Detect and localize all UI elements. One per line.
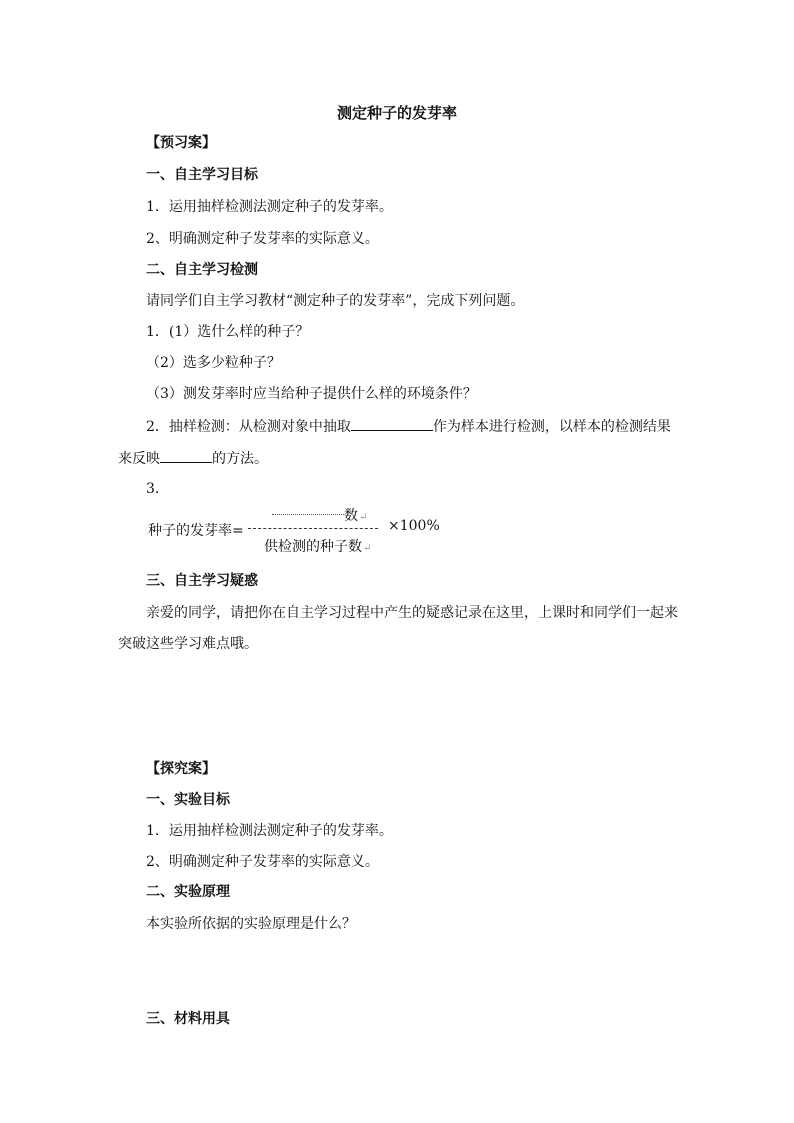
explore-section2-question: 本实验所依据的实验原理是什么？ xyxy=(146,916,356,932)
preview-section3-text-1: 亲爱的同学，请把你在自主学习过程中产生的疑惑记录在这里，上课时和同学们一起来 xyxy=(146,605,678,621)
germination-rate-formula xyxy=(148,506,448,556)
explore-goal-item-2: 2、明确测定种子发芽率的实际意义。 xyxy=(146,854,379,870)
explore-section3-title: 三、材料用具 xyxy=(146,1011,230,1027)
explore-goal-item-1: 1．运用抽样检测法测定种子的发芽率。 xyxy=(146,823,393,839)
preview-section3-text-2: 突破这些学习难点哦。 xyxy=(118,636,258,652)
fill-blank-population[interactable] xyxy=(160,448,212,463)
question-2-line-1 xyxy=(146,416,671,436)
question-2-text-d: 的方法。 xyxy=(212,451,268,467)
return-mark-icon: ↵ xyxy=(359,512,368,523)
explore-section1-title: 一、实验目标 xyxy=(146,792,230,808)
preview-goal-item-2: 2、明确测定种子发芽率的实际意义。 xyxy=(146,231,379,247)
question-2-text-b: 作为样本进行检测，以样本的检测结果 xyxy=(432,419,671,435)
fill-blank-sample[interactable] xyxy=(351,416,433,431)
question-3-label: 3． xyxy=(146,481,169,497)
question-2-line-2 xyxy=(118,448,268,468)
explore-heading: 【探究案】 xyxy=(146,761,216,777)
preview-goal-item-1: 1．运用抽样检测法测定种子的发芽率。 xyxy=(146,199,393,215)
question-2-text-a: 2．抽样检测：从检测对象中抽取 xyxy=(146,419,351,435)
question-1a: 1．(1）选什么样的种子？ xyxy=(146,324,310,340)
formula-denominator: 供检测的种子数↵ xyxy=(264,539,372,555)
document-title: 测定种子的发芽率 xyxy=(336,104,457,122)
preview-section2-intro: 请同学们自主学习教材“测定种子的发芽率”，完成下列问题。 xyxy=(146,293,525,309)
return-mark-icon: ↵ xyxy=(363,543,372,554)
preview-section2-title: 二、自主学习检测 xyxy=(146,262,258,278)
question-1c: （3）测发芽率时应当给种子提供什么样的环境条件？ xyxy=(146,386,477,402)
formula-numerator-label: 数↵ xyxy=(344,508,368,524)
formula-fraction-line xyxy=(248,528,378,529)
formula-lhs: 种子的发芽率= xyxy=(148,523,244,539)
preview-section3-title: 三、自主学习疑惑 xyxy=(146,573,258,589)
question-2-text-c: 来反映 xyxy=(118,451,160,467)
formula-numerator-blank[interactable] xyxy=(272,506,344,515)
preview-section1-title: 一、自主学习目标 xyxy=(146,167,258,183)
preview-heading: 【预习案】 xyxy=(146,135,216,151)
formula-times-100: ×100% xyxy=(388,518,440,534)
explore-section2-title: 二、实验原理 xyxy=(146,884,230,900)
question-1b: （2）选多少粒种子？ xyxy=(146,355,281,371)
